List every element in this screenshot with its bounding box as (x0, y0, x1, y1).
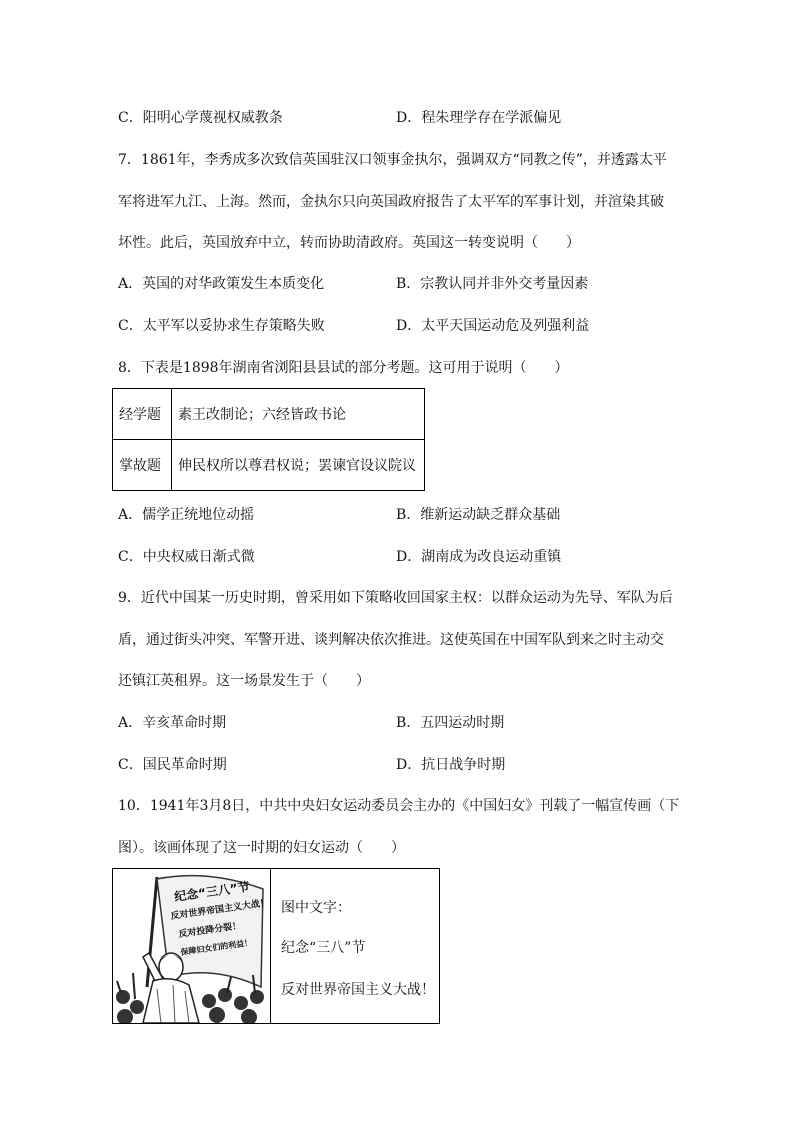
q10-figure (112, 868, 440, 1024)
q9-option-a: A．辛亥革命时期 (118, 715, 227, 731)
q8-option-d: D．湖南成为改良运动重镇 (396, 549, 562, 565)
q6-option-d: D．程朱理学存在学派偏见 (396, 110, 562, 126)
caption-line-1: 纪念“三八”节 (281, 940, 366, 956)
flag-text-3: 反对投降分裂！ (178, 921, 242, 940)
q10-stem-line-1: 10．1941年3月8日，中共中央妇女运动委员会主办的《中国妇女》刊载了一幅宣传画（下 (118, 798, 680, 814)
table-row (113, 440, 425, 491)
q7-stem-line-1: 7．1861年，李秀成多次致信英国驻汉口领事金执尔，强调双方“同教之传”，并透露太平 (118, 152, 667, 168)
q8-stem: 8．下表是1898年湖南省浏阳县县试的部分考题。这可用于说明（ ） (118, 360, 569, 376)
q8-exam-table (112, 388, 425, 491)
table-cell-head: 掌故题 (113, 440, 172, 491)
q10-stem-line-2: 图）。该画体现了这一时期的妇女运动（ ） (118, 840, 405, 856)
table-row (113, 389, 425, 440)
q7-option-d: D．太平天国运动危及列强利益 (396, 318, 590, 334)
poster-illustration (113, 869, 270, 1023)
q8-option-b: B．维新运动缺乏群众基础 (396, 507, 561, 523)
q7-stem-line-2: 军将进军九江、上海。然而，金执尔只向英国政府报告了太平军的军事计划，并渲染其破 (118, 194, 664, 210)
flag-text-2: 反对世界帝国主义大战！ (170, 898, 270, 922)
q9-option-c: C．国民革命时期 (118, 757, 227, 773)
q9-stem-line-1: 9．近代中国某一历史时期，曾采用如下策略收回国家主权：以群众运动为先导、军队为后 (118, 590, 673, 606)
q9-option-b: B．五四运动时期 (396, 715, 505, 731)
table-cell-content: 伸民权所以尊君权说；罢谏官设议院议 (172, 440, 425, 491)
caption-line-2: 反对世界帝国主义大战！ (281, 982, 435, 998)
table-cell-head: 经学题 (113, 389, 172, 440)
q8-option-a: A．儒学正统地位动摇 (118, 507, 255, 523)
q9-stem-line-3: 还镇江英租界。这一场景发生于（ ） (118, 673, 370, 689)
figure-caption (271, 869, 439, 1023)
q9-stem-line-2: 盾，通过街头冲突、军警开进、谈判解决依次推进。这使英国在中国军队到来之时主动交 (118, 632, 664, 648)
flag-text-4: 保障妇女们的利益！ (180, 938, 253, 957)
table-cell-content: 素王改制论；六经皆政书论 (172, 389, 425, 440)
propaganda-poster-image (113, 869, 271, 1023)
q9-option-d: D．抗日战争时期 (396, 757, 506, 773)
q8-option-c: C．中央权威日渐式微 (118, 549, 255, 565)
q7-option-b: B．宗教认同并非外交考量因素 (396, 276, 589, 292)
q7-option-c: C．太平军以妥协求生存策略失败 (118, 318, 325, 334)
q7-option-a: A．英国的对华政策发生本质变化 (118, 276, 325, 292)
caption-title: 图中文字： (281, 900, 351, 916)
q7-stem-line-3: 坏性。此后，英国放弃中立，转而协助清政府。英国这一转变说明（ ） (118, 235, 580, 251)
flag-text-1: 纪念“三八”节 (173, 879, 251, 904)
q6-option-c: C．阳明心学蔑视权威教条 (118, 110, 283, 126)
